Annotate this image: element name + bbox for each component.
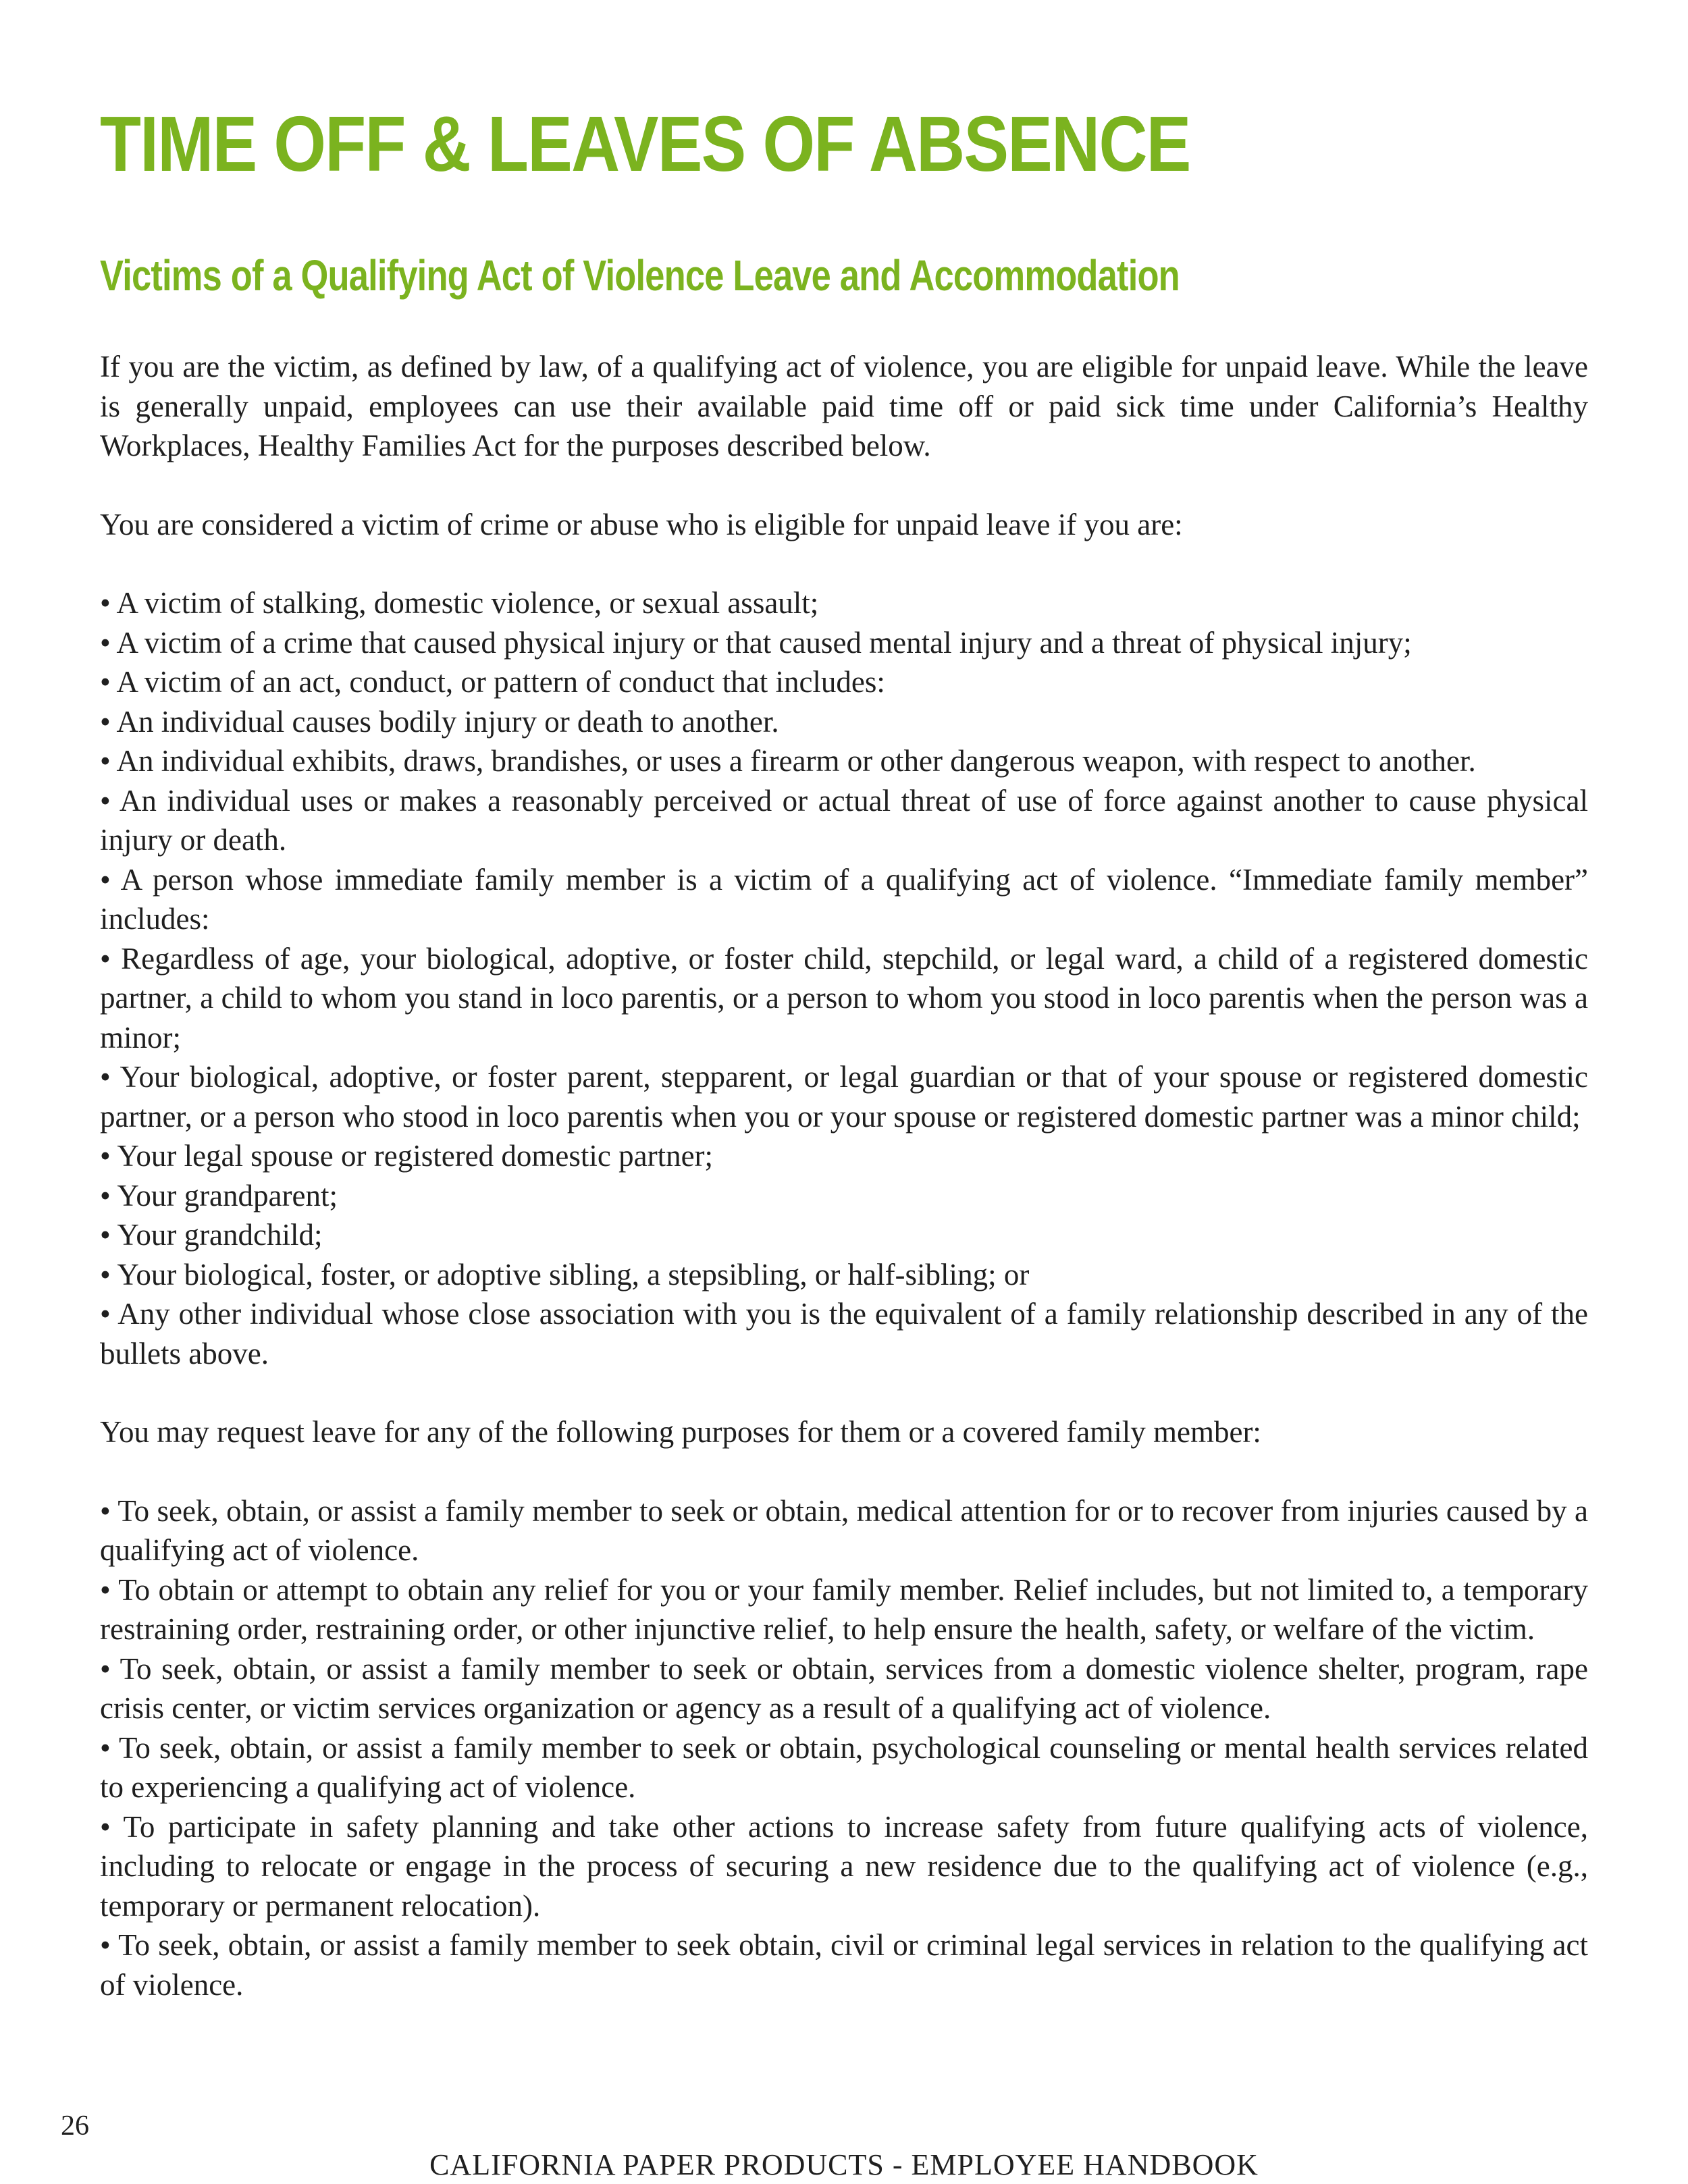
body-text [100,347,1588,2004]
purposes-list [100,1491,1588,2005]
list-item: • To seek, obtain, or assist a family member to seek or obtain, medical attention for or to recover from injuries caused by a qualifying act of violence. [100,1493,1588,1568]
list-item: • To participate in safety planning and take other actions to increase safety from future qualifying acts of violence, including to relocate or engage in the process of securing a new residence due to the qualifying act of violence (e.g., temporary or permanent relocation). [100,1809,1588,1923]
section-title: Victims of a Qualifying Act of Violence Leave and Accommodation [100,250,1180,300]
list-item: • A victim of stalking, domestic violence, or sexual assault; [100,586,819,620]
list-item: • An individual exhibits, draws, brandishes, or uses a firearm or other dangerous weapon, with respect to another. [100,744,1476,778]
footer-text: CALIFORNIA PAPER PRODUCTS - EMPLOYEE HANDBOOK [429,2148,1259,2181]
list-item: • To seek, obtain, or assist a family member to seek obtain, civil or criminal legal services in relation to the qualifying act of violence. [100,1928,1588,2002]
page-number: 26 [61,2110,89,2141]
list-item: • A victim of an act, conduct, or pattern of conduct that includes: [100,665,885,699]
page-title: TIME OFF & LEAVES OF ABSENCE [100,100,1190,188]
eligibility-list [100,583,1588,1373]
list-item: • A person whose immediate family member is a victim of a qualifying act of violence. “Immediate family member” includes: [100,862,1588,936]
eligibility-intro: You are considered a victim of crime or abuse who is eligible for unpaid leave if you are: [100,507,1183,541]
list-item: • To obtain or attempt to obtain any relief for you or your family member. Relief includes, but not limited to, a temporary restraining order, restraining order, or other injunctive relief, to help ensure the health, safety, or welfare of the victim. [100,1572,1588,1647]
list-item: • Any other individual whose close association with you is the equivalent of a family relationship described in any of the bullets above. [100,1297,1588,1370]
list-item: • Your biological, foster, or adoptive sibling, a stepsibling, or half-sibling; or [100,1257,1030,1291]
list-item: • An individual uses or makes a reasonably perceived or actual threat of use of force against another to cause physical injury or death. [100,783,1588,857]
list-item: • Regardless of age, your biological, adoptive, or foster child, stepchild, or legal ward, a child of a registered domestic partner, a child to whom you stand in loco parentis, or a person to whom you stood in loco parentis when the person was a minor; [100,941,1588,1055]
list-item: • Your grandparent; [100,1178,338,1213]
intro-paragraph: If you are the victim, as defined by law, of a qualifying act of violence, you are eligible for unpaid leave. While the leave is generally unpaid, employees can use their available paid time off or paid sick time under California’s Healthy Workplaces, Healthy Families Act for the purposes described below. [100,350,1588,463]
list-item: • To seek, obtain, or assist a family member to seek or obtain, services from a domestic violence shelter, program, rape crisis center, or victim services organization or agency as a result of a qualifying act of violence. [100,1651,1588,1726]
list-item: • Your biological, adoptive, or foster parent, stepparent, or legal guardian or that of your spouse or registered domestic partner, or a person who stood in loco parentis when you or your spouse or registered domestic partner was a minor child; [100,1060,1588,1134]
list-item: • Your grandchild; [100,1218,323,1252]
purposes-intro: You may request leave for any of the following purposes for them or a covered family member: [100,1415,1261,1449]
list-item: • An individual causes bodily injury or death to another. [100,704,779,739]
page-content [100,101,1588,2004]
list-item: • To seek, obtain, or assist a family member to seek or obtain, psychological counseling or mental health services related to experiencing a qualifying act of violence. [100,1730,1588,1805]
list-item: • Your legal spouse or registered domestic partner; [100,1139,714,1173]
list-item: • A victim of a crime that caused physical injury or that caused mental injury and a threat of physical injury; [100,625,1412,660]
